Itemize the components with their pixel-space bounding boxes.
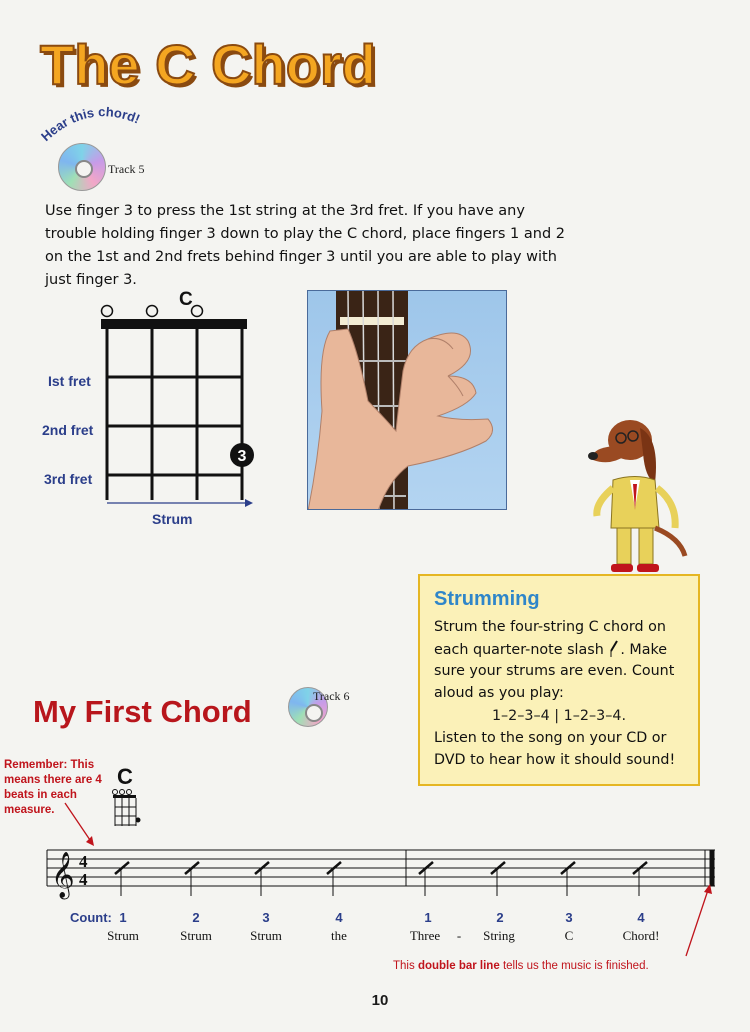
strumming-text-2: . Make sure your strums are even. Count aloud as you play: <box>434 641 675 701</box>
svg-text:Hear this chord! <box>38 104 142 144</box>
slash-note-1 <box>115 862 129 896</box>
count-6: 2 <box>496 910 504 925</box>
double-bar-note-pre: This <box>393 960 415 972</box>
count-3: 3 <box>262 910 270 925</box>
lyric-5: Three <box>409 928 441 943</box>
dog-character-illustration <box>585 398 695 578</box>
count-label: Count: <box>70 910 112 925</box>
slash-symbol-icon <box>608 639 620 657</box>
track-6-label: Track 6 <box>313 689 350 703</box>
diagram-chord-name: C <box>179 289 193 310</box>
bleed-through-heading <box>415 20 426 65</box>
photo-illustration <box>308 291 507 510</box>
treble-clef-icon: 𝄞 <box>51 852 75 898</box>
page-title: The C Chord <box>40 33 376 96</box>
c-chord-diagram <box>95 285 295 515</box>
double-bar-note-bold: double bar line <box>417 960 500 972</box>
fret-label-2: 2nd fret <box>42 422 94 438</box>
fret-label-1: Ist fret <box>48 373 91 389</box>
intro-paragraph: Use finger 3 to press the 1st string at the 3rd fret. If you have any trouble holding finger 3 down to play the C chord, place fingers 1 and 2 on the 1st and 2nd frets behind finger 3 until you are able to play with just finger 3. <box>45 203 565 288</box>
small-c-chord-diagram <box>110 788 146 828</box>
hear-text: Hear this chord! <box>38 104 143 144</box>
cd-icon <box>58 143 106 191</box>
count-5: 1 <box>424 910 432 925</box>
lyric-4: the <box>331 928 347 943</box>
lyric-6: String <box>483 928 515 943</box>
strumming-text-3: Listen to the song on your CD or DVD to hear how it should sound! <box>434 730 676 768</box>
strumming-text <box>434 617 684 704</box>
chord-symbol: C <box>117 764 133 789</box>
double-bar-note <box>393 960 649 972</box>
track-5-label: Track 5 <box>108 162 145 176</box>
count-1: 1 <box>119 910 127 925</box>
hand-chord-photo <box>307 290 507 510</box>
lyric-1: Strum <box>107 928 139 943</box>
count-4: 4 <box>335 910 343 925</box>
lyric-7: C <box>564 928 574 943</box>
hear-this-chord-label <box>38 104 148 144</box>
open-string-2 <box>192 306 203 317</box>
strumming-count: 1–2–3–4 | 1–2–3–4. <box>491 708 627 724</box>
lyric-8: Chord! <box>622 928 660 943</box>
time-sig-top: 4 <box>79 852 88 871</box>
strum-arrowhead <box>245 499 253 507</box>
strumming-text-1: Strum the four-string C chord on each quarter-note slash <box>434 619 666 658</box>
open-string-4 <box>102 306 113 317</box>
music-staff <box>45 844 725 904</box>
slash-note-3 <box>255 862 269 896</box>
slash-note-6 <box>491 862 505 896</box>
page-number: 10 <box>371 992 389 1009</box>
strumming-title: Strumming <box>434 588 540 610</box>
double-bar-note-post: tells us the music is finished. <box>502 960 649 972</box>
lyric-2: Strum <box>180 928 212 943</box>
slash-note-4 <box>327 862 341 896</box>
finger-number: 3 <box>237 448 247 465</box>
remember-note: Remember: This means there are 4 beats in each measure. <box>4 759 102 816</box>
slash-note-7 <box>561 862 575 896</box>
open-string-3 <box>147 306 158 317</box>
slash-note-5 <box>419 862 433 896</box>
strum-label: Strum <box>152 511 193 527</box>
count-2: 2 <box>192 910 200 925</box>
double-bar-arrow <box>680 882 720 962</box>
strumming-info-box <box>418 574 700 786</box>
slash-note-8 <box>633 862 647 896</box>
section-title: My First Chord <box>33 694 252 729</box>
time-sig-bottom: 4 <box>79 870 88 889</box>
fret-label-3: 3rd fret <box>44 471 93 487</box>
count-7: 3 <box>565 910 573 925</box>
lyric-dash: - <box>456 928 462 943</box>
count-8: 4 <box>637 910 645 925</box>
slash-note-2 <box>185 862 199 896</box>
nut <box>101 319 247 329</box>
lyric-3: Strum <box>250 928 282 943</box>
